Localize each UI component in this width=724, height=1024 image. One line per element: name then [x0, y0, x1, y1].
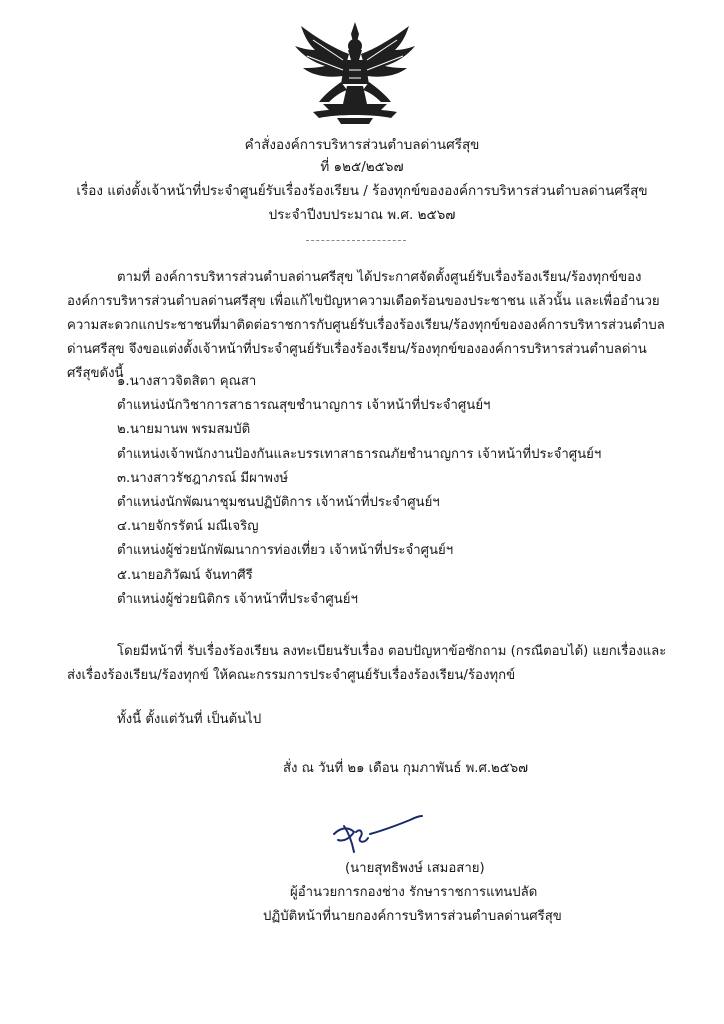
handwritten-signature-icon: [330, 812, 440, 856]
list-item: ตำแหน่งนักพัฒนาชุมชนปฏิบัติการ เจ้าหน้าที่ประจำศูนย์ฯ: [117, 494, 440, 510]
list-item: ตำแหน่งผู้ช่วยนักพัฒนาการท่องเที่ยว เจ้าหน้าที่ประจำศูนย์ฯ: [117, 543, 454, 559]
list-item: ๑.นางสาวจิตสิตา คุณสา: [117, 374, 257, 389]
duties-paragraph: โดยมีหน้าที่ รับเรื่องร้องเรียน ลงทะเบียนรับเรื่อง ตอบปัญหาข้อซักถาม (กรณีตอบได้) แยกเรื่องและส่งเรื่องร้องเรียน/ร้องทุกข์ ให้คณะกรรมการประจำศูนย์รับเรื่องร้องเรียน/ร้องทุกข์: [67, 644, 667, 683]
list-item: ตำแหน่งผู้ช่วยนิติกร เจ้าหน้าที่ประจำศูนย์ฯ: [117, 591, 358, 607]
divider: [306, 240, 406, 241]
appointee-list: [117, 370, 601, 612]
fiscal-year: ประจำปีงบประมาณ พ.ศ. ๒๕๖๗: [268, 207, 456, 223]
garuda-emblem-icon: [293, 20, 417, 126]
signer-name: (นายสุทธิพงษ์ เสมอสาย): [345, 861, 485, 876]
list-item: ๒.นายมานพ พรมสมบัติ: [117, 422, 251, 438]
list-item: ๕.นายอภิวัฒน์ จันทาศีรี: [117, 567, 253, 583]
list-item: ตำแหน่งนักวิชาการสาธารณสุขชำนาญการ เจ้าหน้าที่ประจำศูนย์ฯ: [117, 398, 491, 414]
intro-paragraph: ตามที่ องค์การบริหารส่วนตำบลด่านศรีสุข ได้ประกาศจัดตั้งศูนย์รับเรื่องร้องเรียน/ร้องทุกข์ขององค์การบริหารส่วนตำบลด่านศรีสุข เพื่อแก้ไขปัญหาความเดือดร้อนของประชาชน แล้วนั้น และเพื่ออำนวยความสะดวกแกประชาชนที่มาติดต่อราชการกับศูนย์รับเรื่องร้องเรียน/ร้องทุกข์ขององค์การบริหารส่วนตำบลด่านศรีสุข จึงขอแต่งตั้งเจ้าหน้าที่ประจำศูนย์รับเรื่องร้องเรียน/ร้องทุกข์ขององค์การบริหารส่วนตำบลด่านศรีสุขดังนี้: [67, 270, 665, 381]
signer-position: ผู้อำนวยการกองช่าง รักษาราชการแทนปลัด: [290, 885, 538, 900]
order-number: ที่ ๑๒๕/๒๕๖๗: [320, 159, 404, 175]
order-subject: เรื่อง แต่งตั้งเจ้าหน้าที่ประจำศูนย์รับเรื่องร้องเรียน / ร้องทุกข์ขององค์การบริหารส่วนตำบลด่านศรีสุข: [76, 183, 648, 199]
list-item: ตำแหน่งเจ้าพนักงานป้องกันและบรรเทาสาธารณภัยชำนาญการ เจ้าหน้าที่ประจำศูนย์ฯ: [117, 446, 602, 462]
list-item: ๔.นายจักรรัตน์ มณีเจริญ: [117, 519, 259, 535]
effective-date-text: ทั้งนี้ ตั้งแต่วันที่ เป็นต้นไป: [117, 712, 262, 727]
order-title: คำสั่งองค์การบริหารส่วนตำบลด่านศรีสุข: [244, 137, 480, 153]
ordered-date: สั่ง ณ วันที่ ๒๑ เดือน กุมภาพันธ์ พ.ศ.๒๕๖๗: [283, 761, 528, 776]
list-item: ๓.นางสาวรัชฎาภรณ์ มีผาพงษ์: [117, 470, 289, 486]
signer-acting-position: ปฏิบัติหน้าที่นายกองค์การบริหารส่วนตำบลด่านศรีสุข: [263, 909, 562, 924]
